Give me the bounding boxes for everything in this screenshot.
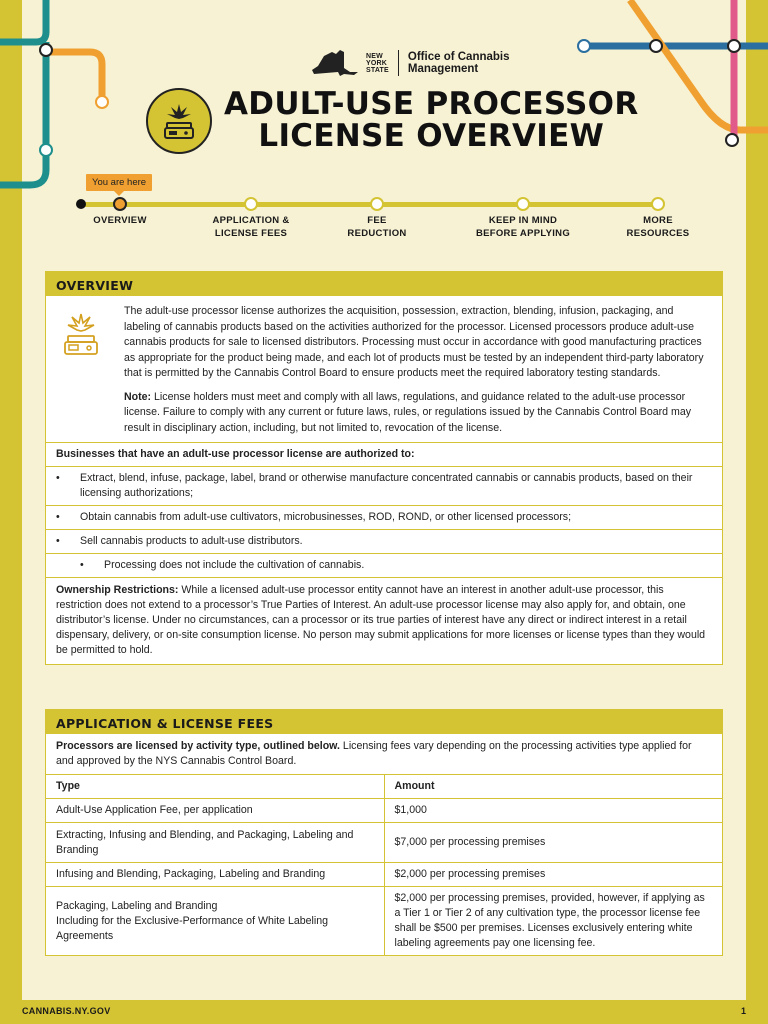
step-label-application-fees[interactable]: APPLICATION & LICENSE FEES (212, 215, 290, 239)
logo-divider (398, 50, 399, 76)
fee-amount-cell: $7,000 per processing premises (384, 823, 722, 863)
overview-paragraph: The adult-use processor license authorizes the acquisition, possession, extraction, blending, infusion, packaging, and labeling of cannabis products based on the activities authorized for the processor. Licensed processors produce adult-use cannabis products for sale to licensed distributors. Processing must occur in accordance with good manufacturing practices as appropriate for the product being made, and each lot of products must be tested by an independent third-party laboratory that is permitted by the Cannabis Control Board to ensure products meet the required laboratory testing standards. (124, 305, 704, 379)
table-row (46, 863, 722, 887)
step-dot-application-fees[interactable] (244, 197, 258, 211)
step-dot-more-resources[interactable] (651, 197, 665, 211)
nys-wordmark: NEW YORK STATE (366, 52, 389, 74)
step-label-overview[interactable]: OVERVIEW (93, 215, 147, 226)
office-name: Office of Cannabis Management (407, 51, 510, 75)
fees-heading: APPLICATION & LICENSE FEES (46, 710, 722, 734)
fee-type-cell: Packaging, Labeling and Branding Including for the Exclusive-Performance of White Labeling Agreements (46, 887, 384, 956)
list-item: • Extract, blend, infuse, package, label, brand or otherwise manufacture concentrated cannabis or cannabis products, based on their licensing authorizations; (46, 467, 722, 506)
overview-intro (46, 296, 722, 443)
nys-ocm-logo (310, 48, 510, 78)
page-header (0, 0, 768, 265)
table-header-row (46, 775, 722, 799)
column-header-amount: Amount (384, 775, 722, 799)
fee-amount-cell: $2,000 per processing premises (384, 863, 722, 887)
progress-start-dot (76, 199, 86, 209)
list-item: • Obtain cannabis from adult-use cultivators, microbusinesses, ROD, ROND, or other licensed processors; (46, 506, 722, 530)
fee-type-cell: Infusing and Blending, Packaging, Labeling and Branding (46, 863, 384, 887)
fee-amount-cell: $1,000 (384, 799, 722, 823)
overview-note: Note: License holders must meet and comply with all laws, regulations, and guidance related to the adult-use processor license. Failure to comply with any current or future laws, rules, or regulations issued by the Cannabis Control Board may result in disciplinary action, including, but not limited to, revocation of the license. (124, 390, 692, 434)
authorized-heading: Businesses that have an adult-use processor license are authorized to: (46, 443, 722, 467)
page-title: ADULT-USE PROCESSOR LICENSE OVERVIEW (224, 86, 639, 154)
column-header-type: Type (46, 775, 384, 799)
step-label-fee-reduction[interactable]: FEE REDUCTION (347, 215, 407, 239)
step-label-more-resources[interactable]: MORE RESOURCES (626, 215, 690, 239)
ownership-restrictions: Ownership Restrictions: While a licensed adult-use processor entity cannot have an interest in another adult-use processor, this restriction does not extend to a processor’s True Parties of Interest. An adult-use processor license may also apply for, and obtain, one distributor’s license. Under no circumstances, can a processor or its true parties of interest have any direct or indirect interest in a retail dispensary, delivery, or on-site consumption license. No person may submit applications for more licenses or license types than they would be permitted to hold. (56, 584, 706, 656)
fee-type-cell: Adult-Use Application Fee, per application (46, 799, 384, 823)
step-dot-fee-reduction[interactable] (370, 197, 384, 211)
fee-type-cell: Extracting, Infusing and Blending, and Packaging, Labeling and Branding (46, 823, 384, 863)
fees-intro: Processors are licensed by activity type, outlined below. Licensing fees vary depending on the processing activities type applied for and approved by the NYS Cannabis Control Board. (56, 740, 692, 767)
processor-scale-badge-icon (146, 88, 212, 154)
list-item: • Sell cannabis products to adult-use distributors. (46, 530, 722, 554)
overview-heading: OVERVIEW (46, 272, 722, 296)
step-dot-overview[interactable] (113, 197, 127, 211)
you-are-here-tag: You are here (86, 174, 152, 191)
step-dot-keep-in-mind[interactable] (516, 197, 530, 211)
table-row (46, 799, 722, 823)
step-label-keep-in-mind[interactable]: KEEP IN MIND BEFORE APPLYING (475, 215, 571, 239)
table-row (46, 887, 722, 956)
table-row (46, 823, 722, 863)
processor-scale-icon (56, 304, 124, 436)
fees-section (45, 709, 723, 956)
fees-table (46, 774, 722, 955)
new-york-state-map-icon (310, 48, 360, 78)
overview-section (45, 271, 723, 665)
fee-amount-cell: $2,000 per processing premises, provided, however, if applying as a Tier 1 or Tier 2 of any cultivation type, the processor license fee shall be $500 per premises. Licenses exclusively entering white labeling agreements pay one licensing fee. (384, 887, 722, 956)
sub-list-item: • Processing does not include the cultivation of cannabis. (46, 554, 722, 578)
page-number: 1 (740, 1006, 746, 1016)
footer-website-link[interactable]: CANNABIS.NY.GOV (22, 1006, 111, 1016)
overview-text (124, 304, 712, 436)
